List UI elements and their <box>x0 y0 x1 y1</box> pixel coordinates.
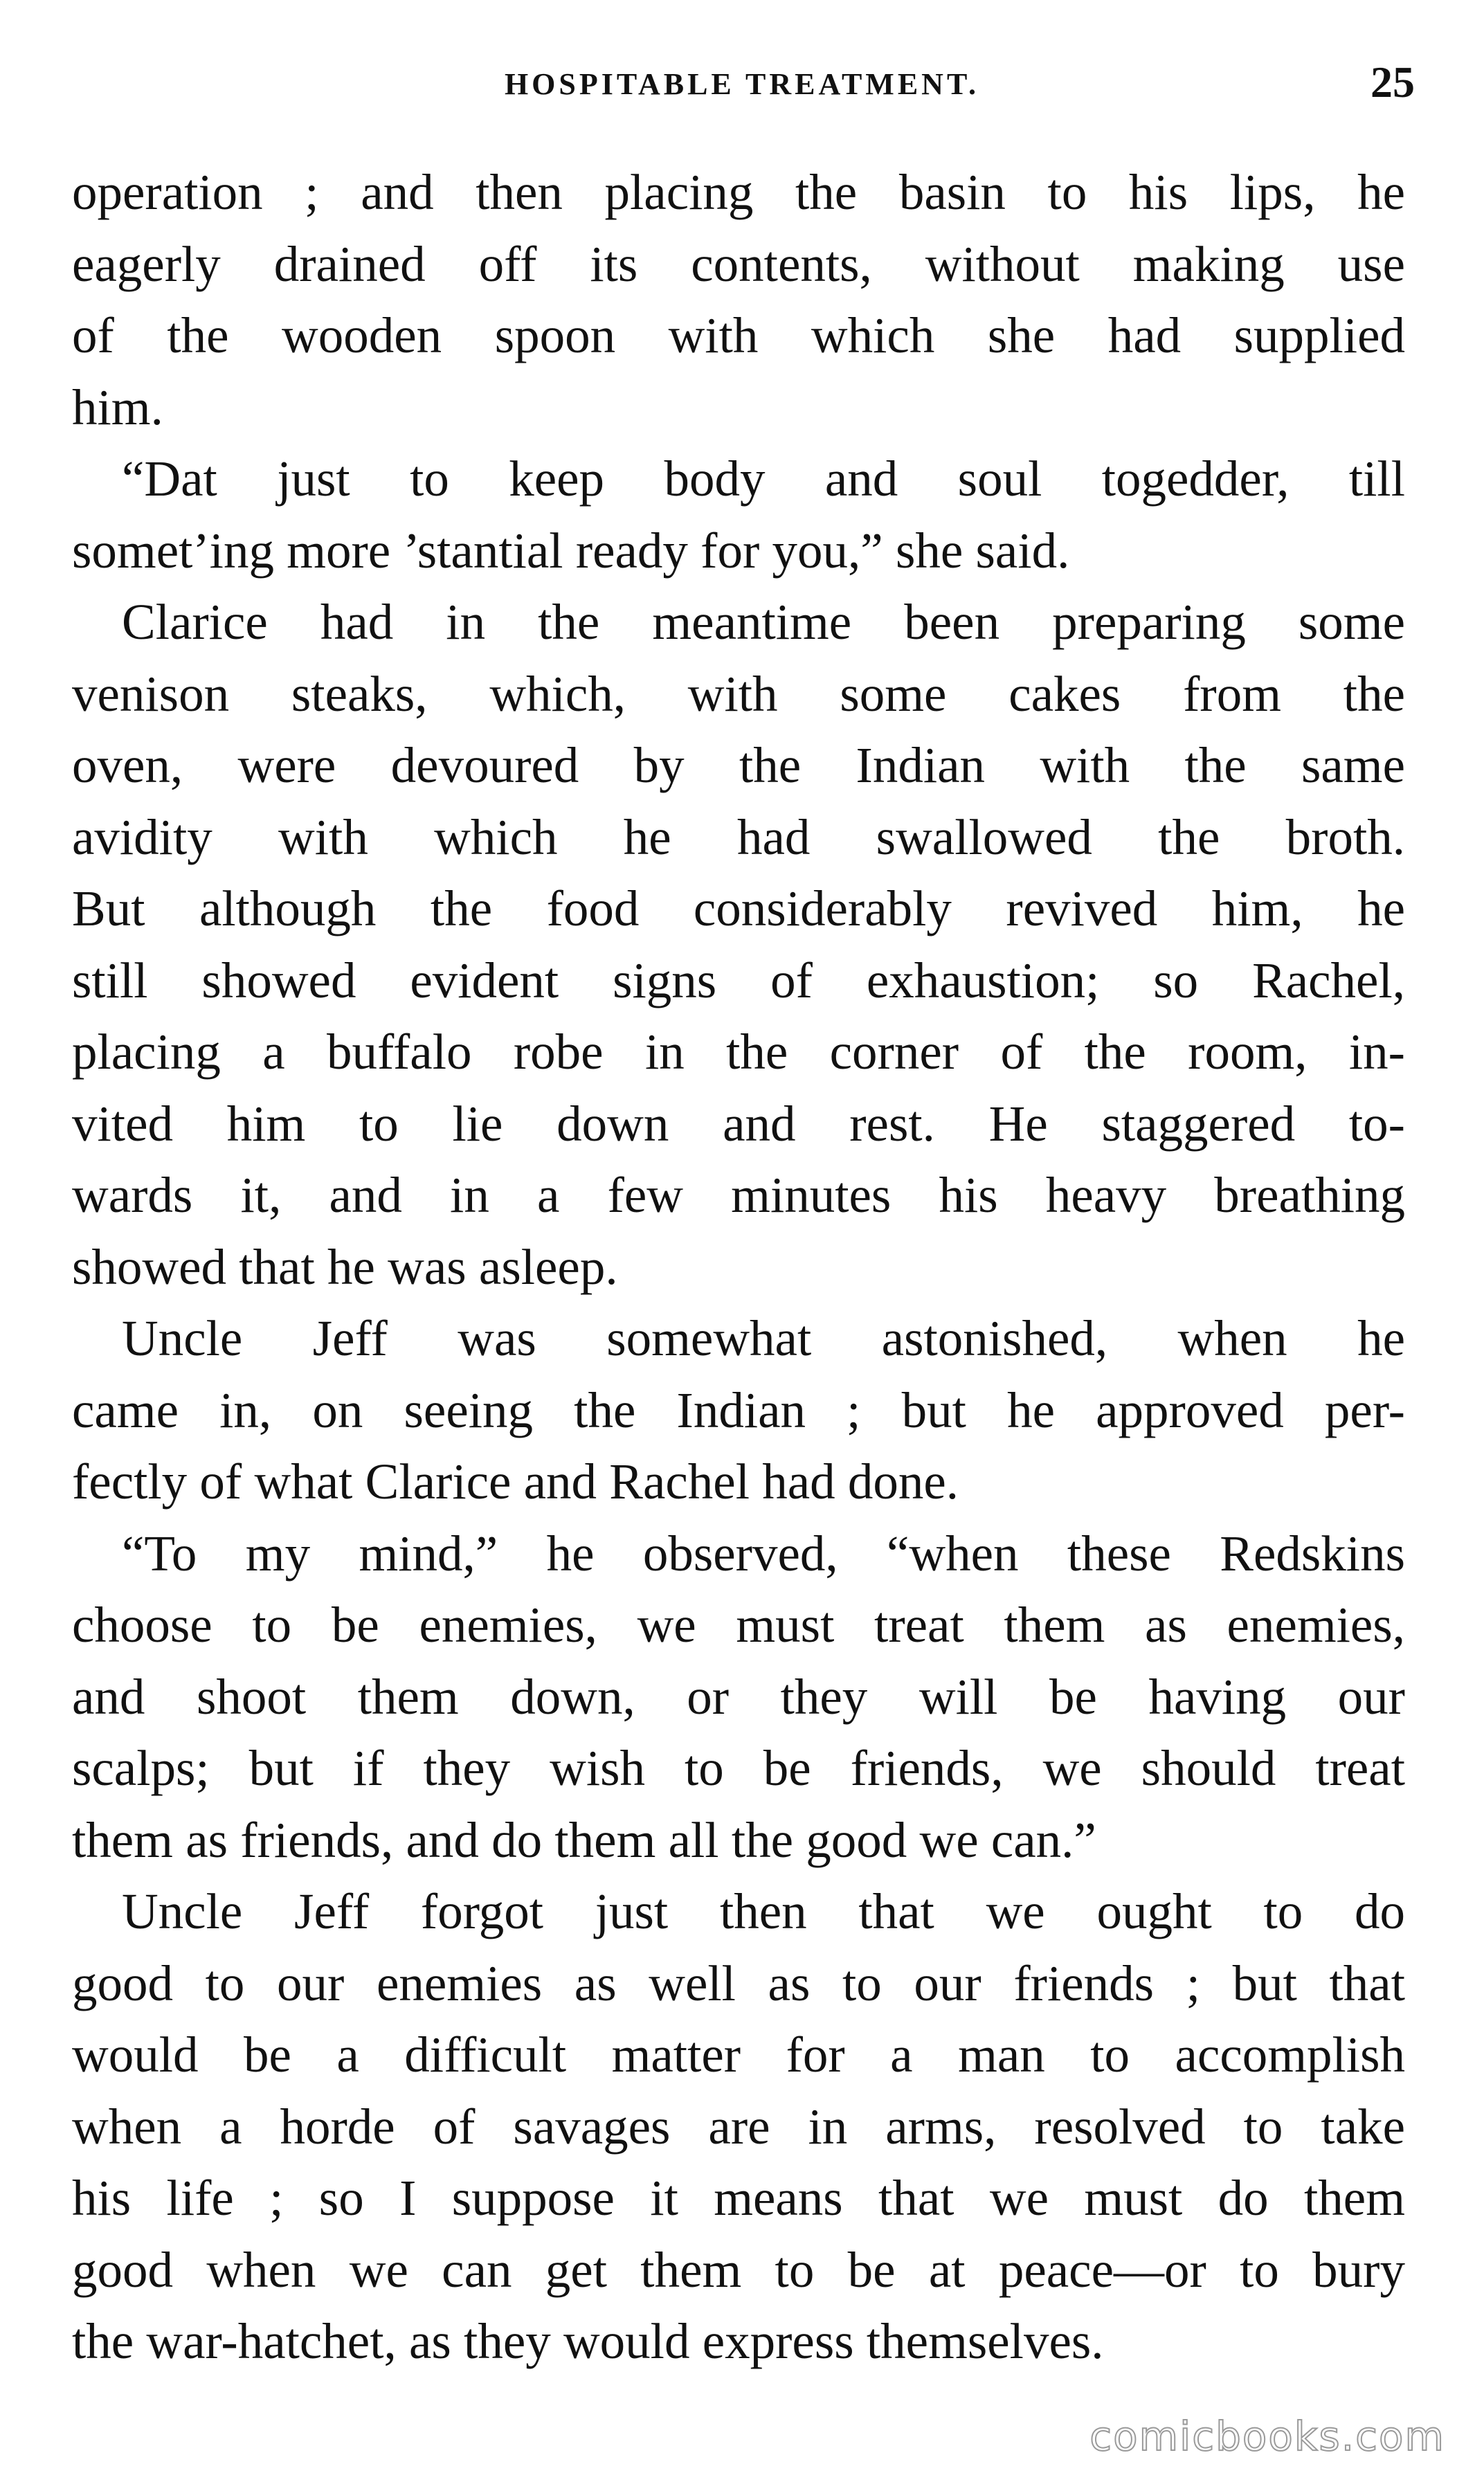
text-line: avidity with which he had swallowed the broth. <box>72 808 1405 865</box>
text-line: choose to be enemies, we must treat them as enemies, <box>72 1597 1405 1653</box>
text-line: Uncle Jeff was somewhat astonished, when he <box>122 1310 1405 1366</box>
text-line: somet’ing more ’stantial ready for you,” she said. <box>72 522 1070 579</box>
running-head <box>69 54 1415 116</box>
text-line: of the wooden spoon with which she had supplied <box>72 307 1405 363</box>
text-line: good when we can get them to be at peace—or to bury <box>72 2241 1405 2298</box>
text-line: eagerly drained off its contents, without making use <box>72 235 1405 292</box>
text-line: “To my mind,” he observed, “when these Redskins <box>122 1525 1405 1582</box>
text-line: them as friends, and do them all the good we can.” <box>72 1811 1096 1868</box>
text-line: operation ; and then placing the basin to his lips, he <box>72 164 1405 220</box>
text-line: came in, on seeing the Indian ; but he approved per- <box>72 1382 1405 1438</box>
text-line: placing a buffalo robe in the corner of the room, in- <box>72 1024 1405 1080</box>
text-line: vited him to lie down and rest. He staggered to- <box>72 1095 1405 1152</box>
text-line: when a horde of savages are in arms, resolved to take <box>72 2098 1405 2155</box>
text-line: him. <box>72 379 163 435</box>
text-line: fectly of what Clarice and Rachel had done. <box>72 1453 959 1510</box>
text-line: oven, were devoured by the Indian with the same <box>72 737 1405 793</box>
text-line: and shoot them down, or they will be having our <box>72 1668 1405 1725</box>
text-line: would be a difficult matter for a man to accomplish <box>72 2027 1405 2083</box>
body-text <box>72 156 1405 2377</box>
text-line: scalps; but if they wish to be friends, we should treat <box>72 1740 1405 1796</box>
watermark: comicbooks.com <box>1089 2413 1445 2460</box>
text-line: Uncle Jeff forgot just then that we ought to do <box>122 1883 1405 1939</box>
text-line: showed that he was asleep. <box>72 1238 618 1295</box>
page-number: 25 <box>1370 57 1415 107</box>
text-line: the war-hatchet, as they would express themselves. <box>72 2313 1104 2369</box>
text-line: But although the food considerably revived him, he <box>72 880 1405 936</box>
text-line: Clarice had in the meantime been preparing some <box>122 594 1405 650</box>
text-line: still showed evident signs of exhaustion; so Rachel, <box>72 952 1405 1008</box>
text-line: venison steaks, which, with some cakes from the <box>72 665 1405 722</box>
text-line: his life ; so I suppose it means that we must do them <box>72 2170 1405 2226</box>
text-line: “Dat just to keep body and soul togedder, till <box>122 451 1405 507</box>
text-line: wards it, and in a few minutes his heavy breathing <box>72 1167 1405 1223</box>
running-title: HOSPITABLE TREATMENT. <box>504 67 980 101</box>
text-line: good to our enemies as well as to our friends ; but that <box>72 1955 1405 2011</box>
